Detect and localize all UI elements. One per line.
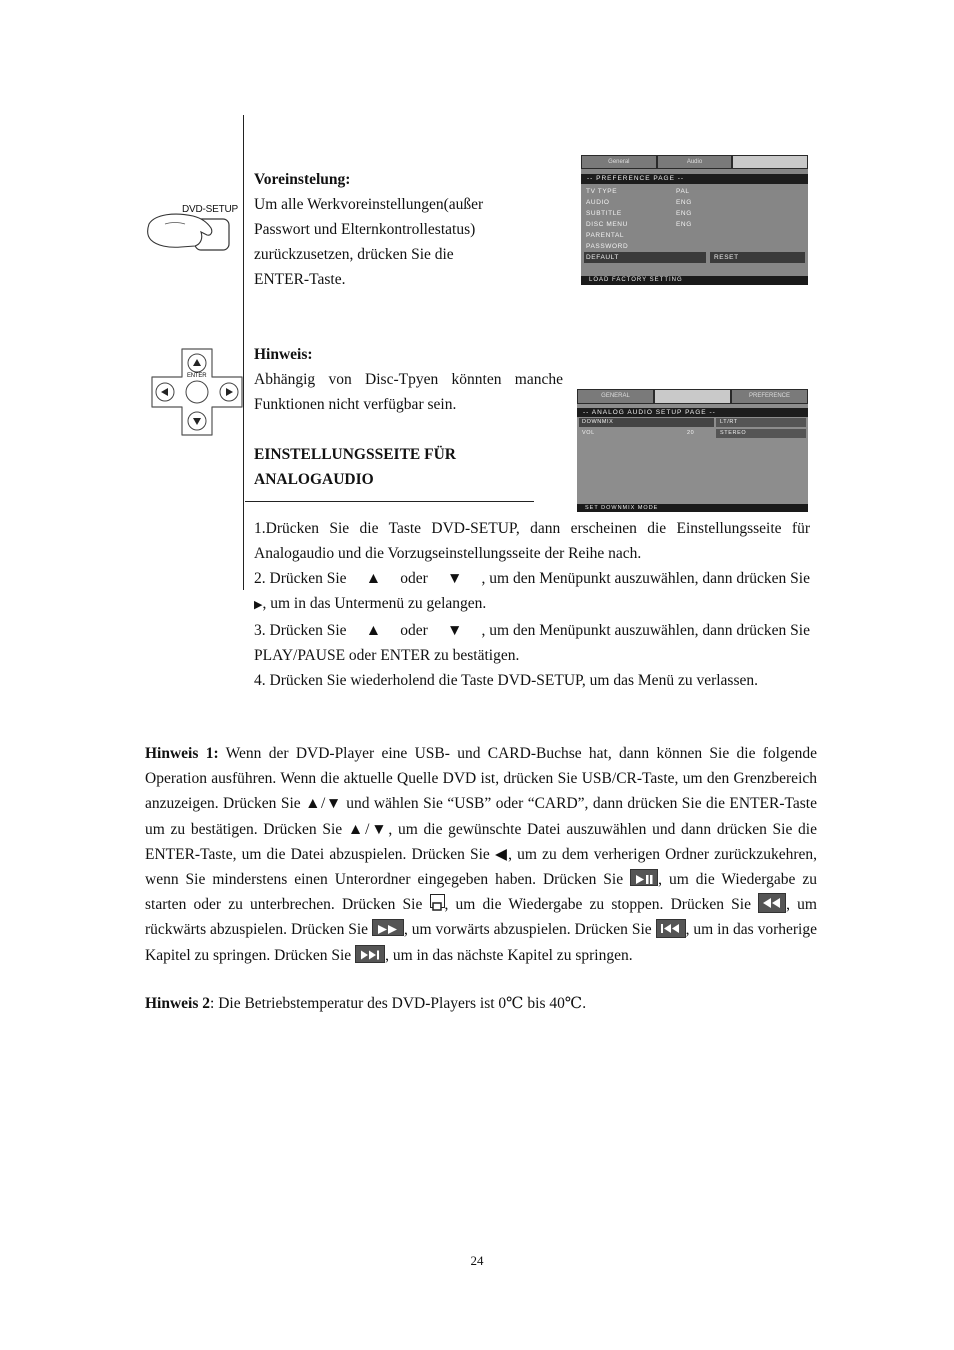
section-title [254,442,456,492]
voreinstellung-block [254,167,574,292]
paragraph-text: , um rückwärts abzuspielen. Drücken Sie [145,896,817,939]
step-2-line [254,566,810,591]
voreinstellung-line: ENTER-Taste. [254,271,346,288]
osd-tab-preference: PREFERENCE [732,390,807,403]
osd-row-label: AUDIO [586,199,610,206]
next-chapter-icon [355,945,385,963]
paragraph-text: , um die Wiedergabe zu starten oder zu unterbrechen. Drücken Sie [145,871,817,914]
hinweis-heading: Hinweis: [254,346,313,363]
up-down-arrow-icon: ▲/▼ [347,820,389,838]
step-3-line: PLAY/PAUSE oder ENTER zu bestätigen. [254,647,520,664]
osd-row-value: PAL [676,188,690,195]
paragraph-text: , um in das nächste Kapitel zu springen. [385,946,633,964]
osd-row-label: SUBTITLE [586,210,622,217]
paragraph-text: : Die Betriebstemperatur des DVD-Players ist 0℃ bis 40℃. [210,995,587,1012]
paragraph-text: , um vorwärts abzuspielen. Drücken Sie [403,921,656,939]
rewind-icon [758,893,786,913]
hinweis-1-label: Hinweis 1: [145,745,219,762]
hinweis-text-line: Abhängig von Disc-Tpyen könnten manche [254,371,563,388]
hinweis-text-line: Funktionen nicht verfügbar sein. [254,396,457,413]
step-text: , um in das Untermenü zu gelangen. [262,595,487,612]
osd-row-value: ENG [676,221,692,228]
osd-row-label: DISC MENU [586,221,628,228]
osd-row-label: TV TYPE [586,188,618,195]
down-arrow-icon: ▼ [447,570,463,587]
osd-tab-preference [733,156,807,168]
navigation-pad-icon [150,347,245,437]
preference-page-screenshot [581,155,808,285]
dvd-setup-key-illustration [145,202,245,262]
osd-footer: SET DOWNMIX MODE [577,504,808,512]
step-text: 3. Drücken Sie [254,622,347,639]
osd-tab-audio [655,390,730,403]
left-arrow-icon: ◀ [494,845,509,863]
section-underline [245,501,534,502]
step-text: , um den Menüpunkt auszuwählen, dann drücken Sie [481,570,810,587]
step-text: oder [400,570,428,587]
paragraph-text: , um die Wiedergabe zu stoppen. Drücken Sie [444,896,759,914]
osd-tab-audio: Audio [658,156,732,168]
step-1-line: Analogaudio und die Vorzugseinstellungsseite der Reihe nach. [254,545,642,562]
osd-row-value: ENG [676,210,692,217]
down-arrow-icon: ▼ [447,622,463,639]
osd-footer: LOAD FACTORY SETTING [581,276,808,285]
up-down-arrow-icon: ▲/▼ [305,795,342,813]
osd-row-value: ENG [676,199,692,206]
osd-row-label: DOWNMIX [582,419,614,425]
osd-row-label: VOL [582,430,595,436]
voreinstellung-line: zurückzusetzen, drücken Sie die [254,246,454,263]
osd-tab-bar [581,155,808,169]
enter-pad-illustration [150,347,245,437]
hand-pressing-icon [145,202,245,262]
osd-row-value: STEREO [720,430,747,436]
osd-row-value: 20 [687,430,695,436]
step-1-line: 1.Drücken Sie die Taste DVD-SETUP, dann erscheinen die Einstellungsseite für [254,520,810,537]
voreinstellung-line: Passwort und Elternkontrollestatus) [254,221,476,238]
osd-tab-general: General [582,156,656,168]
play-pause-icon [630,869,658,886]
osd-tab-bar [577,389,808,404]
paragraph-text: , um in das vorherige Kapitel zu springen. Drücken Sie [145,921,817,964]
osd-row-label: PARENTAL [586,232,625,239]
analog-audio-screenshot [577,389,808,512]
osd-tab-general: GENERAL [578,390,653,403]
fast-forward-icon [372,919,404,936]
stop-icon [430,894,445,908]
osd-row-value: RESET [714,254,739,261]
osd-row-label: DEFAULT [586,254,619,261]
steps-block [254,516,810,693]
up-arrow-icon: ▲ [365,570,382,587]
voreinstellung-line: Um alle Werkvoreinstellungen(außer [254,196,484,213]
osd-row-value: LT/RT [720,419,738,425]
paragraph-text: , um die gewünschte Datei auszuwählen und dann drücken Sie die ENTER-Taste, um die Datei abzuspielen. Drücken Sie [145,820,817,863]
osd-header: -- PREFERENCE PAGE -- [581,174,808,184]
paragraph-text: Wenn der DVD-Player eine USB- und CARD-Buchse hat, dann können Sie die folgende Operation ausführen. Wenn die aktuelle Quelle DVD ist, drücken Sie USB/CR-Taste, um den Grenzbereich anzuzeigen. Drücken Sie [145,745,817,813]
section-title-line: ANALOGAUDIO [254,471,374,488]
right-arrow-icon: ▶ [254,599,263,611]
step-3-line [254,618,810,643]
osd-row-label: PASSWORD [586,243,629,250]
step-4-line: 4. Drücken Sie wiederholend die Taste DVD-SETUP, um das Menü zu verlassen. [254,672,758,689]
hinweis-block [254,342,563,417]
step-text: oder [400,622,428,639]
enter-pad-label: ENTER [187,373,207,379]
step-text: 2. Drücken Sie [254,570,347,587]
up-arrow-icon: ▲ [365,622,382,639]
hinweis-1-paragraph [145,741,817,968]
page-number: 24 [470,1253,484,1268]
voreinstellung-heading: Voreinstelung: [254,171,351,188]
previous-chapter-icon [656,919,686,938]
paragraph-text: , um zu dem verherigen Ordner zurückzukehren, wenn Sie minderstens einen Unterordner eingegeben haben. Drücken Sie [145,845,817,889]
osd-header: -- ANALOG AUDIO SETUP PAGE -- [577,408,808,417]
step-2-line [254,591,810,618]
dvd-setup-key-label: DVD-SETUP [182,204,238,215]
hinweis-2-label: Hinweis 2 [145,995,211,1012]
section-title-line: EINSTELLUNGSSEITE FÜR [254,446,456,463]
paragraph-text: und wählen Sie “USB” oder “CARD”, dann drücken Sie die ENTER-Taste um zu bestätigen. Drücken Sie [145,795,817,838]
hinweis-2-line [145,991,817,1016]
step-text: , um den Menüpunkt auszuwählen, dann drücken Sie [481,622,810,639]
